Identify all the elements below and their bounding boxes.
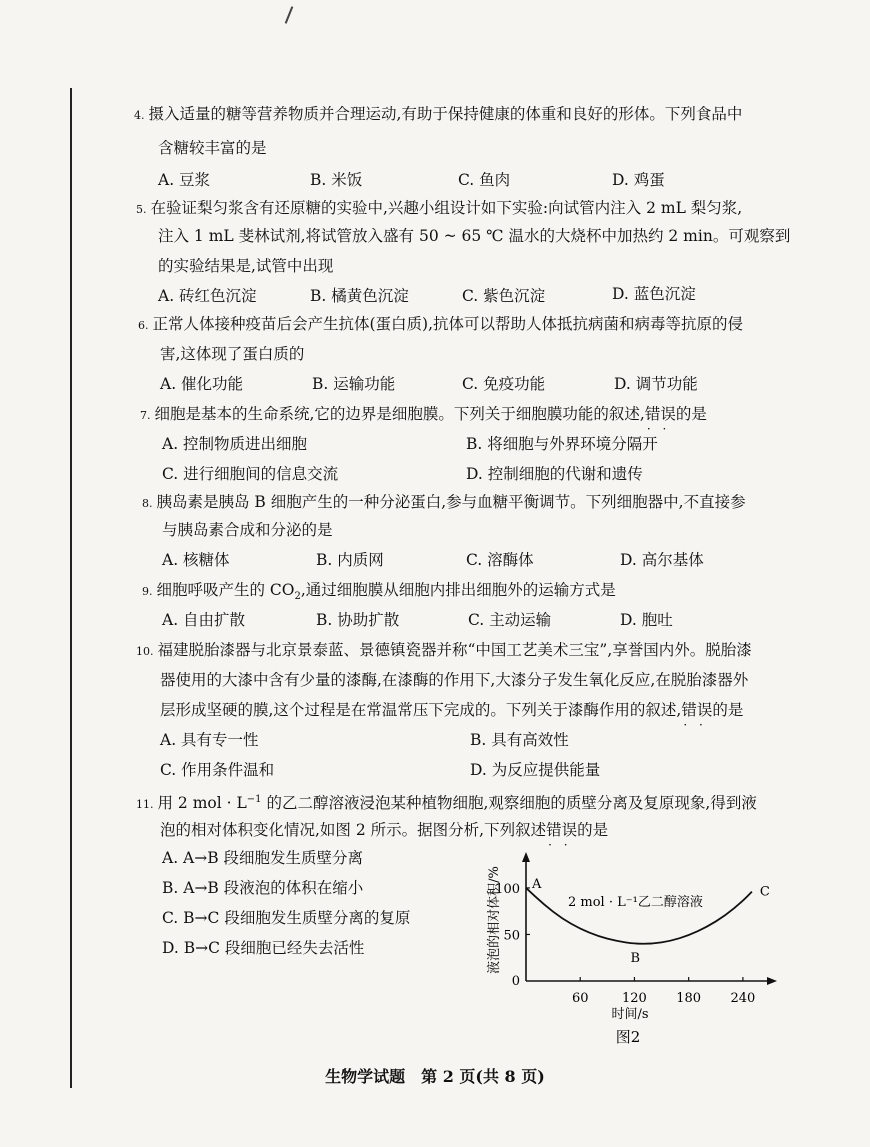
q11-line2: 泡的相对体积变化情况,如图 2 所示。据图分析,下列叙述错误 · ·的是 xyxy=(160,820,608,840)
pen-mark xyxy=(285,6,294,23)
q10-line3: 层形成坚硬的膜,这个过程是在常温常压下完成的。下列关于漆酶作用的叙述,错误 · ·的是 xyxy=(160,700,743,720)
q4-line1: 4. 摄入适量的糖等营养物质并合理运动,有助于保持健康的体重和良好的形体。下列食品中 xyxy=(134,105,743,123)
q6-line2: 害,这体现了蛋白质的 xyxy=(160,345,305,363)
q4-option-d: D. 鸡蛋 xyxy=(612,171,665,189)
q5-line1: 5. 在验证梨匀浆含有还原糖的实验中,兴趣小组设计如下实验:向试管内注入 2 mL 梨匀浆, xyxy=(136,199,743,217)
q10-option-b: B. 具有高效性 xyxy=(470,731,569,749)
q10-option-a: A. 具有专一性 xyxy=(160,731,259,749)
point-label-b: B xyxy=(630,950,641,966)
q6-option-a: A. 催化功能 xyxy=(160,375,244,393)
q11-option-b: B. A→B 段液泡的体积在缩小 xyxy=(162,879,364,897)
q4-option-b: B. 米饭 xyxy=(310,171,363,189)
q4-line2: 含糖较丰富的是 xyxy=(158,139,267,157)
q6-option-d: D. 调节功能 xyxy=(614,375,698,393)
q10-line1: 10. 福建脱胎漆器与北京景泰蓝、景德镇瓷器并称“中国工艺美术三宝”,享誉国内外。脱胎漆 xyxy=(136,641,752,659)
x-axis-label: 时间/s xyxy=(611,1007,649,1022)
q7-option-c: C. 进行细胞间的信息交流 xyxy=(162,465,339,483)
q10-option-d: D. 为反应提供能量 xyxy=(470,761,601,779)
q7-option-b: B. 将细胞与外界环境分隔开 xyxy=(466,435,658,453)
q6-option-b: B. 运输功能 xyxy=(312,375,396,393)
q5-line3: 的实验结果是,试管中出现 xyxy=(158,257,334,275)
x-tick-label-1: 120 xyxy=(622,991,647,1006)
q8-option-b: B. 内质网 xyxy=(316,551,384,569)
q7-option-a: A. 控制物质进出细胞 xyxy=(162,435,308,453)
series-label: 2 mol · L⁻¹乙二醇溶液 xyxy=(568,895,703,910)
x-axis-arrow xyxy=(767,977,777,985)
q6-option-c: C. 免疫功能 xyxy=(462,375,546,393)
x-tick-label-2: 180 xyxy=(676,991,702,1006)
y-tick-label-1: 50 xyxy=(503,928,520,944)
q7-line1: 7. 细胞是基本的生命系统,它的边界是细胞膜。下列关于细胞膜功能的叙述,错误 · ·的是 xyxy=(140,404,707,426)
y-axis-label: 液泡的相对体积/% xyxy=(487,866,502,974)
q11-option-a: A. A→B 段细胞发生质壁分离 xyxy=(162,849,364,867)
q8-option-d: D. 高尔基体 xyxy=(620,551,704,569)
q9-option-c: C. 主动运输 xyxy=(468,611,552,629)
q8-line2: 与胰岛素合成和分泌的是 xyxy=(162,521,333,539)
q5-option-d: D. 蓝色沉淀 xyxy=(612,285,696,303)
q5-line2: 注入 1 mL 斐林试剂,将试管放入盛有 50 ~ 65 ℃ 温水的大烧杯中加热约 2 min。可观察到 xyxy=(158,227,791,245)
chart-title: 图2 xyxy=(615,1028,641,1046)
q4-option-c: C. 鱼肉 xyxy=(458,171,511,189)
q9-option-a: A. 自由扩散 xyxy=(162,611,246,629)
point-label-c: C xyxy=(759,884,770,900)
page-footer: 生物学试题 第 2 页(共 8 页) xyxy=(325,1067,545,1086)
q5-option-c: C. 紫色沉淀 xyxy=(462,287,546,305)
q8-option-a: A. 核糖体 xyxy=(162,551,230,569)
q9-option-d: D. 胞吐 xyxy=(620,611,673,629)
point-label-a: A xyxy=(532,876,542,892)
q9-line1: 9. 细胞呼吸产生的 $CO_2$,通过细胞膜从细胞内排出细胞外的运输方式是 xyxy=(142,581,616,603)
q5-option-a: A. 砖红色沉淀 xyxy=(158,287,257,305)
q11-option-c: C. B→C 段细胞发生质壁分离的复原 xyxy=(162,909,411,927)
margin-line xyxy=(70,88,72,1088)
q6-line1: 6. 正常人体接种疫苗后会产生抗体(蛋白质),抗体可以帮助人体抵抗病菌和病毒等抗原的侵 xyxy=(138,315,744,333)
q11-line1: 11. 用 2 mol · $L^{-1}$ 的乙二醇溶液浸泡某种植物细胞,观察细胞的质壁分离及复原现象,得到液 xyxy=(136,794,757,813)
x-tick-label-0: 60 xyxy=(571,991,589,1006)
q4-option-a: A. 豆浆 xyxy=(158,171,211,189)
q7-option-d: D. 控制细胞的代谢和遗传 xyxy=(466,465,643,483)
y-axis-arrow xyxy=(522,852,530,862)
q10-line2: 器使用的大漆中含有少量的漆酶,在漆酶的作用下,大漆分子发生氧化反应,在脱胎漆器外 xyxy=(160,671,749,689)
figure-2-chart xyxy=(480,850,780,1060)
q10-option-c: C. 作用条件温和 xyxy=(160,761,275,779)
q5-option-b: B. 橘黄色沉淀 xyxy=(310,287,409,305)
q11-option-d: D. B→C 段细胞已经失去活性 xyxy=(162,939,365,957)
x-tick-label-3: 240 xyxy=(730,991,756,1006)
q8-line1: 8. 胰岛素是胰岛 B 细胞产生的一种分泌蛋白,参与血糖平衡调节。下列细胞器中,不直接参 xyxy=(142,493,746,511)
q8-option-c: C. 溶酶体 xyxy=(466,551,534,569)
origin-label: 0 xyxy=(511,974,520,989)
q9-option-b: B. 协助扩散 xyxy=(316,611,400,629)
y-tick-label-0: 100 xyxy=(495,881,520,897)
